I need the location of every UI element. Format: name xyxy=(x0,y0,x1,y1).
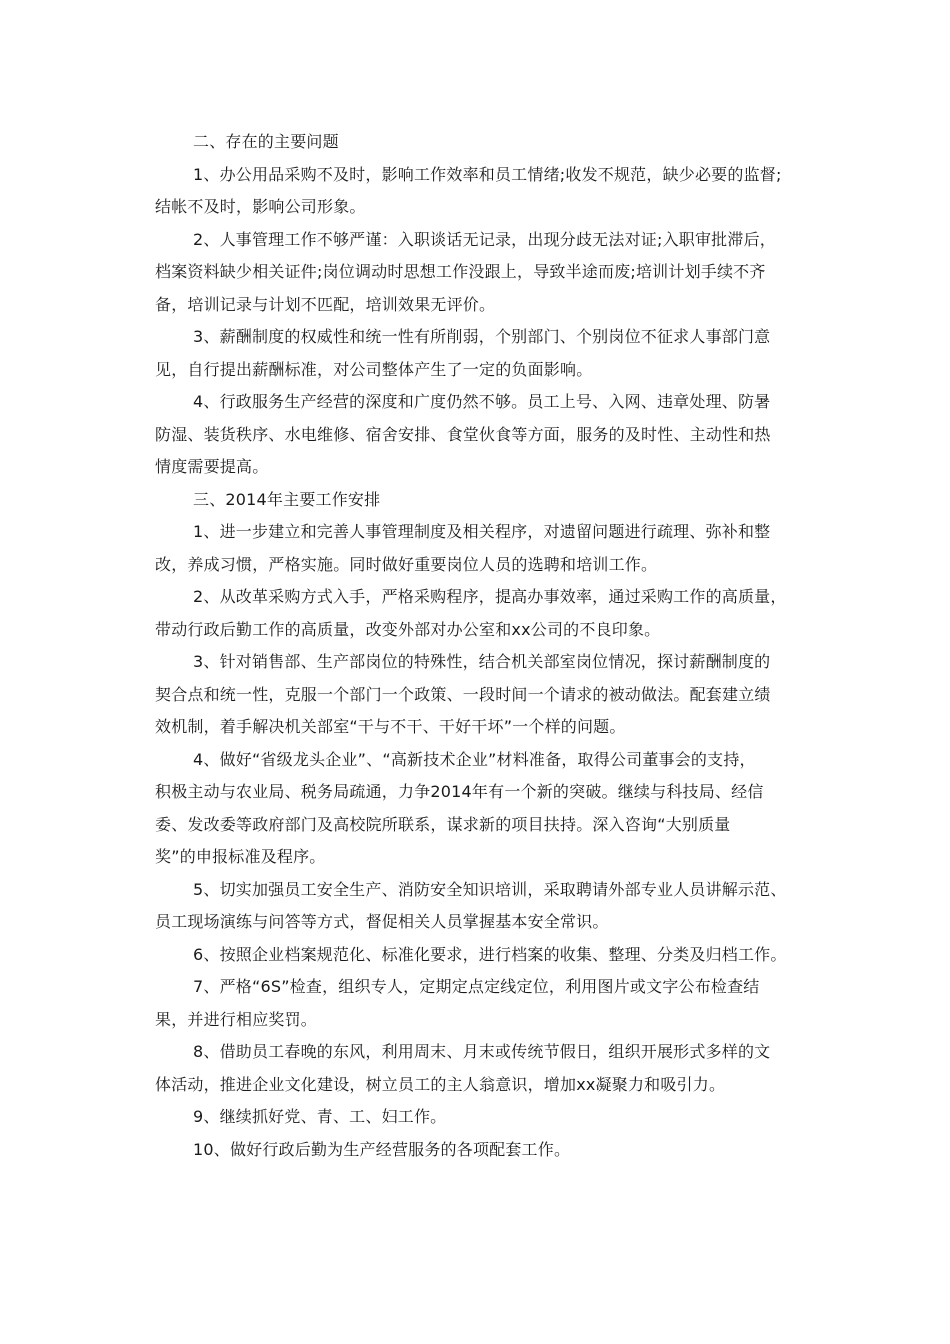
paragraph-line: 奖”的申报标准及程序。 xyxy=(155,847,326,866)
paragraph-line: 改，养成习惯，严格实施。同时做好重要岗位人员的选聘和培训工作。 xyxy=(155,554,658,574)
paragraph-line: 效机制，着手解决机关部室“干与不干、干好干坏”一个样的问题。 xyxy=(155,717,626,736)
paragraph-line: 委、发改委等政府部门及高校院所联系，谋求新的项目扶持。深入咨询“大别质量 xyxy=(155,814,731,834)
paragraph-problem-3 xyxy=(155,321,805,386)
paragraph-line: 3、薪酬制度的权威性和统一性有所削弱，个别部门、个别岗位不征求人事部门意 xyxy=(193,327,771,346)
paragraph-line: 防湿、装货秩序、水电维修、宿舍安排、食堂伙食等方面，服务的及时性、主动性和热 xyxy=(155,424,771,444)
paragraph-line: 2、从改革采购方式入手，严格采购程序，提高办事效率，通过采购工作的高质量， xyxy=(193,587,787,606)
paragraph-problem-1 xyxy=(155,159,805,224)
paragraph-plan-1 xyxy=(155,516,805,581)
paragraph-line: 见，自行提出薪酬标准，对公司整体产生了一定的负面影响。 xyxy=(155,359,593,379)
paragraph-plan-10 xyxy=(155,1134,805,1167)
paragraph-line: 档案资料缺少相关证件;岗位调动时思想工作没跟上，导致半途而废;培训计划手续不齐 xyxy=(155,262,766,281)
paragraph-problem-2 xyxy=(155,224,805,322)
paragraph-line: 果，并进行相应奖罚。 xyxy=(155,1009,318,1029)
paragraph-line: 6、按照企业档案规范化、标准化要求，进行档案的收集、整理、分类及归档工作。 xyxy=(193,944,787,964)
section-heading: 三、2014年主要工作安排 xyxy=(193,489,381,509)
paragraph-line: 契合点和统一性，克服一个部门一个政策、一段时间一个请求的被动做法。配套建立绩 xyxy=(155,684,771,704)
paragraph-plan-4 xyxy=(155,744,805,874)
paragraph-line: 2、人事管理工作不够严谨：入职谈话无记录，出现分歧无法对证;入职审批滞后， xyxy=(193,229,776,249)
section-heading: 二、存在的主要问题 xyxy=(193,132,339,151)
paragraph-line: 8、借助员工春晚的东风，利用周末、月末或传统节假日，组织开展形式多样的文 xyxy=(193,1042,771,1061)
paragraph-line: 5、切实加强员工安全生产、消防安全知识培训，采取聘请外部专业人员讲解示范、 xyxy=(193,879,787,899)
paragraph-line: 备，培训记录与计划不匹配，培训效果无评价。 xyxy=(155,294,496,314)
paragraph-line: 1、进一步建立和完善人事管理制度及相关程序，对遗留问题进行疏理、弥补和整 xyxy=(193,522,771,541)
paragraph-plan-7 xyxy=(155,971,805,1036)
paragraph-plan-3 xyxy=(155,646,805,744)
paragraph-plan-8 xyxy=(155,1036,805,1101)
paragraph-plan-9 xyxy=(155,1101,805,1134)
paragraph-line: 体活动，推进企业文化建设，树立员工的主人翁意识，增加xx凝聚力和吸引力。 xyxy=(155,1074,726,1094)
paragraph-line: 带动行政后勤工作的高质量，改变外部对办公室和xx公司的不良印象。 xyxy=(155,619,661,639)
paragraph-line: 3、针对销售部、生产部岗位的特殊性，结合机关部室岗位情况，探讨薪酬制度的 xyxy=(193,652,771,671)
document-page xyxy=(155,126,805,1166)
paragraph-line: 10、做好行政后勤为生产经营服务的各项配套工作。 xyxy=(193,1139,571,1159)
paragraph-line: 结帐不及时，影响公司形象。 xyxy=(155,197,366,216)
paragraph-plan-5 xyxy=(155,874,805,939)
paragraph-problem-4 xyxy=(155,386,805,484)
paragraph-line: 情度需要提高。 xyxy=(155,457,269,476)
paragraph-line: 4、做好“省级龙头企业”、“高新技术企业”材料准备，取得公司董事会的支持， xyxy=(193,749,756,769)
paragraph-line: 积极主动与农业局、税务局疏通，力争2014年有一个新的突破。继续与科技局、经信 xyxy=(155,782,764,801)
paragraph-plan-2 xyxy=(155,581,805,646)
section-work-plan xyxy=(155,484,805,1167)
paragraph-line: 1、办公用品采购不及时，影响工作效率和员工情绪;收发不规范，缺少必要的监督; xyxy=(193,164,782,184)
section-main-problems xyxy=(155,126,805,484)
paragraph-line: 4、行政服务生产经营的深度和广度仍然不够。员工上号、入网、违章处理、防暑 xyxy=(193,392,771,411)
paragraph-plan-6 xyxy=(155,939,805,972)
paragraph-line: 9、继续抓好党、青、工、妇工作。 xyxy=(193,1107,447,1126)
paragraph-line: 7、严格“6S”检查，组织专人，定期定点定线定位，利用图片或文字公布检查结 xyxy=(193,977,760,996)
paragraph-line: 员工现场演练与问答等方式，督促相关人员掌握基本安全常识。 xyxy=(155,912,609,931)
